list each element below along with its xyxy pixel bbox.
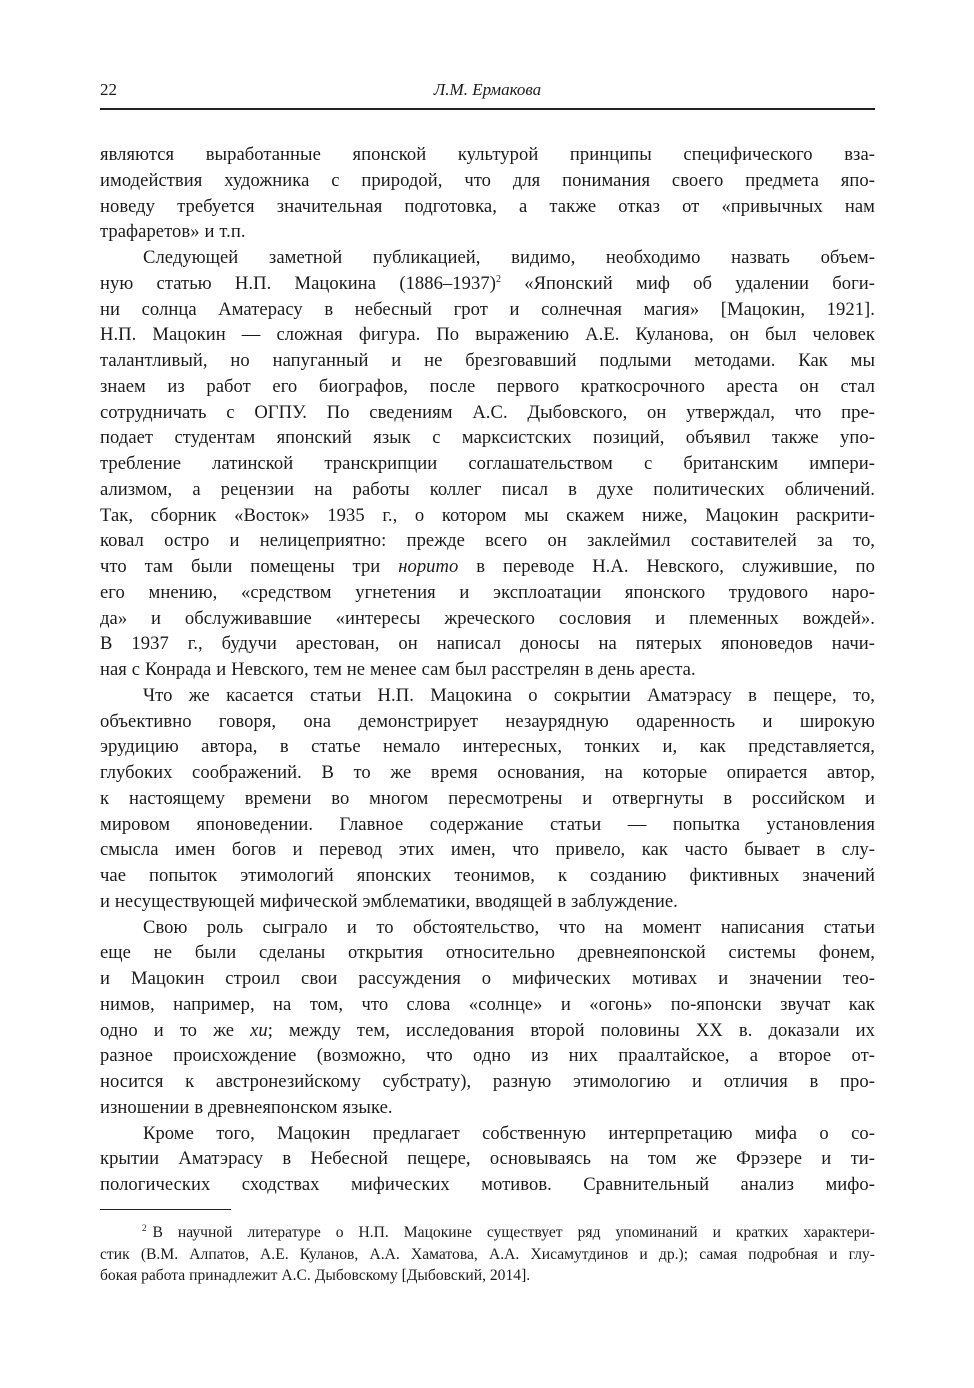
text-line: эрудицию автора, в статье немало интересных, тонких и, как представляется, [100, 736, 875, 758]
text-line: его мнению, «средством угнетения и эксплоатации японского трудового наро- [100, 581, 875, 603]
text-line: крытии Аматэрасу в Небесной пещере, основываясь на том же Фрэзере и ти- [100, 1148, 875, 1170]
text-line: знаем из работ его биографов, после первого краткосрочного ареста он стал [100, 375, 875, 397]
text-line: подает студентам японский язык с марксистских позиций, объявил также упо- [100, 427, 875, 449]
text-fragment: одно и то же [100, 1019, 251, 1041]
text-line: изношении в древнеяпонском языке. [100, 1096, 393, 1118]
text-line: новеду требуется значительная подготовка, а также отказ от «привычных нам [100, 195, 875, 217]
text-line: сотрудничать с ОГПУ. По сведениям А.С. Дыбовского, он утверждал, что пре- [100, 401, 875, 423]
text-fragment: «Японский миф об удалении боги- [501, 272, 876, 294]
text-line: объективно говоря, она демонстрирует незаурядную одаренность и широкую [100, 710, 875, 732]
text-line: нимов, например, на том, что слова «солнце» и «огонь» по-японски звучат как [100, 993, 875, 1015]
text-line: являются выработанные японской культурой принципы специфического вза- [100, 144, 875, 165]
footnote-reference[interactable]: 2 [495, 273, 502, 285]
footnote [100, 1222, 875, 1287]
text-line: В 1937 г., будучи арестован, он написал доносы на пятерых японоведов начи- [100, 633, 875, 655]
text-line: и Мацокин строил свои рассуждения о мифических мотивах и значении тео- [100, 968, 875, 989]
body-text [100, 142, 875, 1198]
text-line: смысла имен богов и перевод этих имен, что привело, как часто бывает в слу- [100, 839, 875, 861]
text-line: ковал остро и нелицеприятно: прежде всего он заклеймил составителей за то, [100, 530, 875, 552]
italic-term: хи [250, 1019, 268, 1041]
footnote-line: стик (В.М. Алпатов, А.Е. Куланов, А.А. Хаматова, А.А. Хисамутдинов и др.); самая подробная и глу- [100, 1245, 875, 1263]
header-rule [100, 108, 875, 110]
text-line: трафаретов» и т.п. [100, 221, 246, 243]
text-line: пологических сходствах мифических мотивов. Сравнительный анализ мифо- [100, 1174, 875, 1195]
text-line: Так, сборник «Восток» 1935 г., о котором мы скажем ниже, Мацокин раскрити- [100, 504, 875, 526]
text-fragment: в переводе Н.А. Невского, служившие, по [458, 556, 876, 577]
italic-term: норито [398, 556, 459, 577]
text-line: мировом японоведении. Главное содержание статьи — попытка установления [100, 813, 875, 835]
text-line: да» и обслуживавшие «интересы жреческого сословия и племенных вождей». [100, 607, 875, 629]
text-line: требление латинской транскрипции соглашательством с британским импери- [100, 453, 875, 474]
text-line: носится к австронезийскому субстрату), разную этимологию и отличия в про- [100, 1071, 875, 1092]
text-line: ни солнца Аматерасу в небесный грот и солнечная магия» [Мацокин, 1921]. [100, 298, 875, 320]
text-line: ная с Конрада и Невского, тем не менее сам был расстрелян в день ареста. [100, 659, 696, 680]
footnote-line [100, 1222, 875, 1244]
text-line: Кроме того, Мацокин предлагает собственную интерпретацию мифа о со- [143, 1122, 875, 1144]
page-header [100, 76, 875, 106]
text-line: ализмом, а рецензии на работы коллег писал в духе политических обличений. [100, 478, 875, 500]
text-line: чае попыток этимологий японских теонимов, к созданию фиктивных значений [100, 865, 875, 886]
text-line: к настоящему времени во многом пересмотрены и отвергнуты в российском и [100, 787, 875, 809]
text-line: глубоких соображений. В то же время основания, на которые опирается автор, [100, 762, 875, 783]
text-line: талантливый, но напуганный и не брезговавший подлыми методами. Как мы [100, 350, 875, 371]
paragraph-1 [100, 142, 875, 245]
text-line-with-italic [100, 554, 875, 580]
text-line: Н.П. Мацокин — сложная фигура. По выражению А.Е. Куланова, он был человек [100, 324, 875, 346]
text-line: Свою роль сыграло и то обстоятельство, что на момент написания статьи [143, 916, 875, 938]
paragraph-3 [100, 683, 875, 915]
text-line: имодействия художника с природой, что для понимания своего предмета япо- [100, 169, 875, 191]
text-line-with-italic [100, 1018, 875, 1044]
text-line: еще не были сделаны открытия относительно древнеяпонской системы фонем, [100, 942, 875, 964]
paragraph-4 [100, 915, 875, 1121]
paragraph-5 [100, 1121, 875, 1198]
text-line: и несуществующей мифической эмблематики, вводящей в заблуждение. [100, 890, 678, 912]
text-fragment: ; между тем, исследования второй половины XX в. доказали их [267, 1019, 876, 1041]
paragraph-2 [100, 245, 875, 683]
footnote-separator [100, 1209, 231, 1210]
text-fragment: В научной литературе о Н.П. Мацокине существует ряд упоминаний и кратких характери- [152, 1224, 875, 1241]
page-number: 22 [100, 80, 117, 99]
footnote-line: бокая работа принадлежит А.С. Дыбовскому [Дыбовский, 2014]. [100, 1267, 531, 1284]
running-head-author: Л.М. Ермакова [433, 80, 542, 99]
text-line-with-footnote [100, 271, 875, 297]
footnote-marker: 2 [142, 1223, 147, 1233]
text-fragment: ную статью Н.П. Мацокина (1886–1937) [100, 272, 496, 294]
text-line: разное происхождение (возможно, что одно из них праалтайское, а второе от- [100, 1045, 875, 1067]
text-line: Что же касается статьи Н.П. Мацокина о сокрытии Аматэрасу в пещере, то, [143, 684, 875, 706]
text-line: Следующей заметной публикацией, видимо, необходимо назвать объем- [143, 247, 875, 268]
text-fragment: что там были помещены три [100, 556, 399, 577]
